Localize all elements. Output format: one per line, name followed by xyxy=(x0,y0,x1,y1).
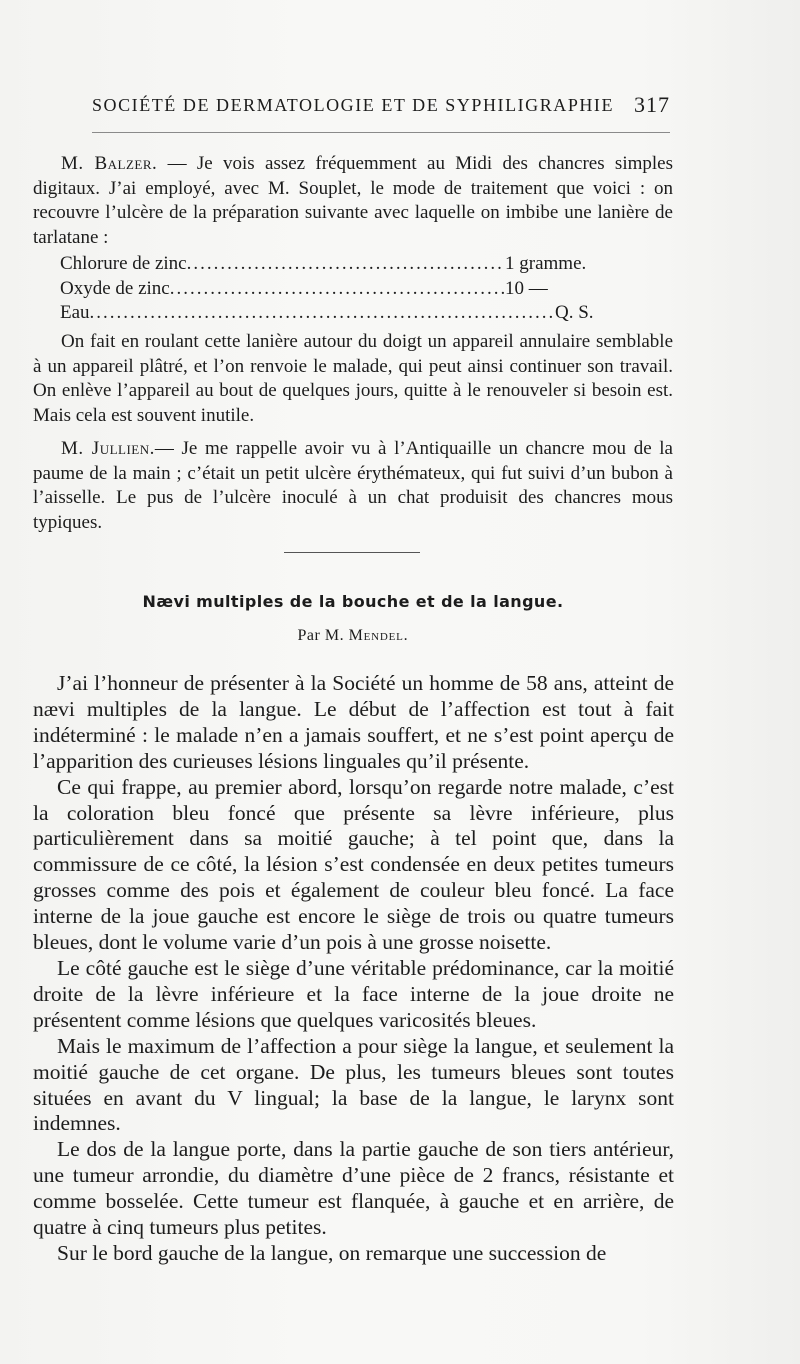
section-author xyxy=(0,627,706,645)
recipe-ingredient: Oxyde de zinc xyxy=(60,277,170,299)
section-separator xyxy=(284,552,420,553)
leader-dots xyxy=(170,277,505,302)
author-name: Mendel. xyxy=(348,627,409,644)
paragraph: Ce qui frappe, au premier abord, lorsqu’on regarde notre malade, c’est la coloration bleu foncé que présente sa lèvre inférieure, plus particulièrement dans sa moitié gauche; à tel point que, dans la commissure de ce côté, la lésion s’est condensée en deux petites tumeurs grosses comme des pois et également de couleur bleu foncé. La face interne de la joue gauche est encore le siège de trois ou quatre tumeurs bleues, dont le volume varie d’un pois à une grosse noisette. xyxy=(33,774,674,955)
recipe xyxy=(60,252,620,326)
header-title: SOCIÉTÉ DE DERMATOLOGIE ET DE SYPHILIGRAPHIE xyxy=(92,95,615,115)
recipe-row xyxy=(60,301,620,326)
balzer-after-text: On fait en roulant cette lanière autour du doigt un appareil annulaire semblable à un appareil plâtré, et l’on renvoie le malade, qui peut ainsi continuer son travail. On enlève l’appareil au bout de quelques jours, quitte à le renouveler si besoin est. Mais cela est souvent inutile. xyxy=(33,331,673,426)
balzer-text: — Je vois assez fréquemment au Midi des chancres simples digitaux. J’ai employé, avec M. Souplet, le mode de traitement que voici : on recouvre l’ulcère de la préparation suivante avec laquelle on imbibe une lanière de tarlatane : xyxy=(33,153,673,248)
recipe-ingredient: Eau xyxy=(60,302,90,324)
jullien-paragraph xyxy=(33,437,673,535)
recipe-ingredient: Chlorure de zinc xyxy=(60,253,187,274)
leader-dots xyxy=(90,301,555,326)
paragraph: Le côté gauche est le siège d’une véritable prédominance, car la moitié droite de la lèvre inférieure et la face interne de la joue droite ne présentent comme lésions que quelques varicosités bleues. xyxy=(33,955,674,1032)
jullien-text: — Je me rappelle avoir vu à l’Antiquaille un chancre mou de la paume de la main ; c’était un petit ulcère érythémateux, qui fut suivi d’un bubon à l’aisselle. Le pus de l’ulcère inoculé à un chat produisit des chancres mous typiques. xyxy=(33,438,673,533)
speaker-balzer: M. Balzer. xyxy=(61,153,158,174)
paragraph: Mais le maximum de l’affection a pour siège la langue, et seulement la moitié gauche de cet organe. De plus, les tumeurs bleues sont toutes situées en avant du V lingual; la base de la langue, le larynx sont indemnes. xyxy=(33,1033,674,1136)
author-prefix: Par M. xyxy=(297,627,345,644)
section-title: Nævi multiples de la bouche et de la langue. xyxy=(142,592,564,611)
speaker-jullien: M. Jullien. xyxy=(61,438,155,459)
recipe-amount: 1 gramme. xyxy=(505,253,587,274)
leader-dots xyxy=(187,252,505,277)
balzer-after-paragraph xyxy=(33,330,673,428)
recipe-row xyxy=(60,277,620,302)
running-header xyxy=(92,92,670,121)
paragraph: Sur le bord gauche de la langue, on remarque une succession de xyxy=(57,1240,607,1265)
recipe-row xyxy=(60,252,620,277)
header-rule xyxy=(92,132,670,133)
paragraph: J’ai l’honneur de présenter à la Société un homme de 58 ans, atteint de nævi multiples de la langue. Le début de l’affection est tout à fait indéterminé : le malade n’en a jamais souffert, et ne s’est point aperçu de l’apparition des curieuses lésions linguales qu’il présente. xyxy=(33,671,674,773)
paragraph: Le dos de la langue porte, dans la partie gauche de son tiers antérieur, une tumeur arrondie, du diamètre d’une pièce de 2 francs, résistante et comme bosselée. Cette tumeur est flanquée, à gauche et en arrière, de quatre à cinq tumeurs plus petites. xyxy=(33,1137,674,1240)
article-body xyxy=(33,671,674,1267)
recipe-amount: Q. S. xyxy=(555,302,594,324)
recipe-amount: 10 — xyxy=(505,277,548,299)
balzer-paragraph xyxy=(33,152,673,250)
page-number: 317 xyxy=(634,92,670,117)
